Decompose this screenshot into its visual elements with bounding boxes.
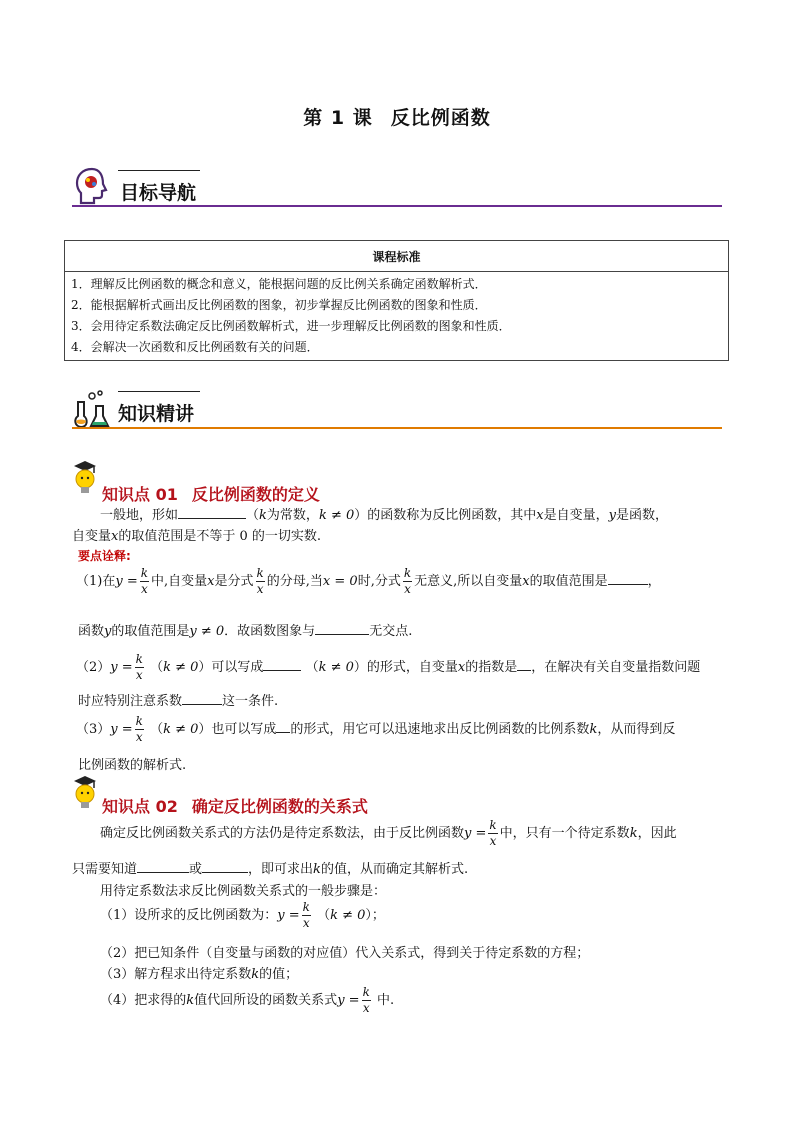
text: 比例函数的解析式. (78, 758, 187, 773)
kp1-line-1 (100, 504, 668, 523)
text: （1)在 (76, 574, 116, 589)
text: 的分母,当 (266, 574, 323, 589)
standard-item: 4．会解决一次函数和反比例函数有关的问题． (71, 340, 319, 354)
kp1-note-3 (76, 714, 675, 745)
text: ．故函数图象与 (224, 624, 316, 639)
kp2-step-3 (100, 963, 298, 982)
kp2-line-3 (100, 880, 386, 899)
math-var: k (313, 862, 321, 877)
math-expr: y ≠ 0 (189, 624, 225, 639)
math-expr: y = (337, 993, 360, 1008)
text: ）； (365, 908, 385, 923)
text: 是函数， (615, 508, 668, 523)
text: 的形式，用它可以迅速地求出反比例函数的比例系数 (290, 722, 590, 737)
standard-item: 2．能根据解析式画出反比例函数的图象，初步掌握反比例函数的图象和性质． (71, 298, 487, 312)
kp1-note-1 (76, 566, 661, 597)
knowledge-section-title: 知识精讲 (118, 403, 195, 425)
text: （ (246, 508, 260, 523)
text: 无交点. (369, 624, 413, 639)
lesson-topic: 反比例函数 (390, 107, 491, 129)
answer-blank[interactable] (608, 572, 648, 585)
kp2-line-2 (72, 858, 468, 877)
text: 时应特别注意系数 (78, 694, 183, 709)
text: 或 (189, 862, 203, 877)
text: 一般地，形如 (100, 508, 179, 523)
goals-top-rule (118, 170, 200, 171)
text: （3）解方程求出待定系数 (100, 967, 252, 982)
math-var: k (251, 967, 260, 982)
chemistry-flask-icon (72, 388, 112, 430)
knowledge-underline (72, 427, 722, 429)
text: 自变量 (72, 529, 112, 544)
text: （3） (76, 722, 111, 737)
text: ，因此 (637, 826, 677, 841)
math-var: x (536, 508, 544, 523)
fraction-k-over-x: $\frac{k}{x}$ (135, 652, 143, 682)
head-brain-icon (74, 166, 110, 206)
standards-body (65, 272, 729, 361)
fraction-k-over-x: $\frac{k}{x}$ (140, 566, 148, 596)
answer-blank[interactable] (263, 658, 301, 671)
fraction-k-over-x: $\frac{k}{x}$ (362, 985, 370, 1015)
text: （ (317, 908, 331, 923)
text: 的值，从而确定其解析式. (320, 862, 469, 877)
answer-blank[interactable] (517, 658, 531, 671)
text: 确定反比例函数关系式的方法仍是待定系数法，由于反比例函数 (100, 826, 465, 841)
math-cond: k ≠ 0 (318, 508, 355, 523)
text: 的取值范围是 (529, 574, 608, 589)
text: ，即可求出 (248, 862, 314, 877)
text: 无意义,所以自变量 (414, 574, 523, 589)
math-expr: y = (110, 660, 133, 675)
text: （4）把求得的 (100, 993, 187, 1008)
kp2-step-1 (100, 900, 385, 931)
text: （ (305, 660, 319, 675)
knowledge-top-rule (118, 391, 200, 392)
text: ，在解决有关自变量指数问题 (531, 660, 701, 675)
fraction-k-over-x: $\frac{k}{x}$ (403, 566, 412, 596)
goals-underline (72, 205, 722, 207)
kp2-line-1 (100, 818, 677, 849)
text: ， (647, 574, 661, 589)
page-title (0, 103, 794, 130)
answer-blank[interactable] (182, 692, 222, 705)
answer-blank[interactable] (178, 506, 246, 519)
fraction-k-over-x: $\frac{k}{x}$ (135, 714, 143, 744)
key-note-label: 要点诠释: (78, 549, 131, 563)
course-standards-table (64, 240, 729, 361)
kp2-step-2 (100, 942, 589, 961)
math-expr: y = (115, 574, 138, 589)
math-expr: y = (110, 722, 133, 737)
answer-blank[interactable] (202, 860, 248, 873)
text: 只需要知道 (72, 862, 138, 877)
kp1-heading: 反比例函数的定义 (191, 485, 320, 504)
text: 是自变量， (543, 508, 609, 523)
text: 中. (376, 993, 395, 1008)
math-var: k (186, 993, 195, 1008)
goals-section-title: 目标导航 (120, 182, 197, 204)
math-var: y (104, 624, 112, 639)
math-var: y (608, 508, 616, 523)
kp1-number: 知识点 01 (102, 485, 178, 504)
math-var: k (629, 826, 638, 841)
fraction-k-over-x: $\frac{k}{x}$ (302, 900, 310, 930)
math-cond: k ≠ 0 (163, 660, 199, 675)
fraction-k-over-x: $\frac{k}{x}$ (489, 818, 497, 848)
standards-header: 课程标准 (65, 241, 729, 272)
text: 中，只有一个待定系数 (499, 826, 630, 841)
text: 这一条件. (222, 694, 279, 709)
kp1-note-2 (76, 652, 700, 683)
math-cond: k ≠ 0 (163, 722, 199, 737)
answer-blank[interactable] (315, 622, 369, 635)
fraction-k-over-x: $\frac{k}{x}$ (256, 566, 264, 596)
kp1-note-1b (78, 620, 412, 639)
bulb-graduate-icon (70, 460, 100, 498)
kp1-line-2 (72, 525, 321, 544)
kp2-number: 知识点 02 (102, 797, 178, 816)
kp1-note-3b (78, 754, 186, 773)
kp1-title (102, 482, 320, 505)
text: ）的形式，自变量 (353, 660, 458, 675)
math-var: k (589, 722, 598, 737)
math-expr: y = (464, 826, 487, 841)
text: （2）把已知条件（自变量与函数的对应值）代入关系式，得到关于待定系数的方程； (100, 946, 590, 961)
text: 中,自变量 (151, 574, 208, 589)
kp2-step-4 (100, 985, 394, 1016)
text: 的值； (259, 967, 299, 982)
kp1-note-2b (78, 690, 278, 709)
lesson-number: 第 1 课 (303, 107, 373, 129)
text: 时,分式 (357, 574, 401, 589)
text: 函数 (78, 624, 105, 639)
standard-item: 3．会用待定系数法确定反比例函数解析式，进一步理解反比例函数的图象和性质． (71, 319, 511, 333)
standard-item: 1．理解反比例函数的概念和意义，能根据问题的反比例关系确定函数解析式． (71, 277, 487, 291)
text: ）可以写成 (198, 660, 264, 675)
text: （1）设所求的反比例函数为： (100, 908, 278, 923)
text: ）也可以写成 (198, 722, 277, 737)
text: ）的函数称为反比例函数，其中 (354, 508, 537, 523)
kp2-title (102, 794, 368, 817)
kp2-heading: 确定反比例函数的关系式 (191, 797, 368, 816)
text: 的指数是 (465, 660, 518, 675)
bulb-graduate-icon (70, 775, 100, 813)
text: 用待定系数法求反比例函数关系式的一般步骤是： (100, 884, 387, 899)
math-var: x (207, 574, 215, 589)
text: 的取值范围是不等于 0 的一切实数. (118, 529, 322, 544)
answer-blank[interactable] (276, 720, 290, 733)
text: （2） (76, 660, 111, 675)
text: ，从而得到反 (597, 722, 676, 737)
text: 为常数， (266, 508, 319, 523)
knowledge-section-header (72, 384, 722, 434)
text: 的取值范围是 (111, 624, 190, 639)
math-expr: x = 0 (322, 574, 358, 589)
math-cond: k ≠ 0 (330, 908, 366, 923)
math-cond: k ≠ 0 (318, 660, 354, 675)
math-var: k (259, 508, 267, 523)
text: （ (150, 660, 164, 675)
text: 是分式 (214, 574, 254, 589)
text: 值代回所设的函数关系式 (194, 993, 338, 1008)
goals-section-header (72, 160, 722, 210)
math-expr: y = (277, 908, 300, 923)
answer-blank[interactable] (137, 860, 189, 873)
text: （ (150, 722, 164, 737)
math-var: x (111, 529, 119, 544)
math-var: x (522, 574, 530, 589)
math-var: x (457, 660, 466, 675)
